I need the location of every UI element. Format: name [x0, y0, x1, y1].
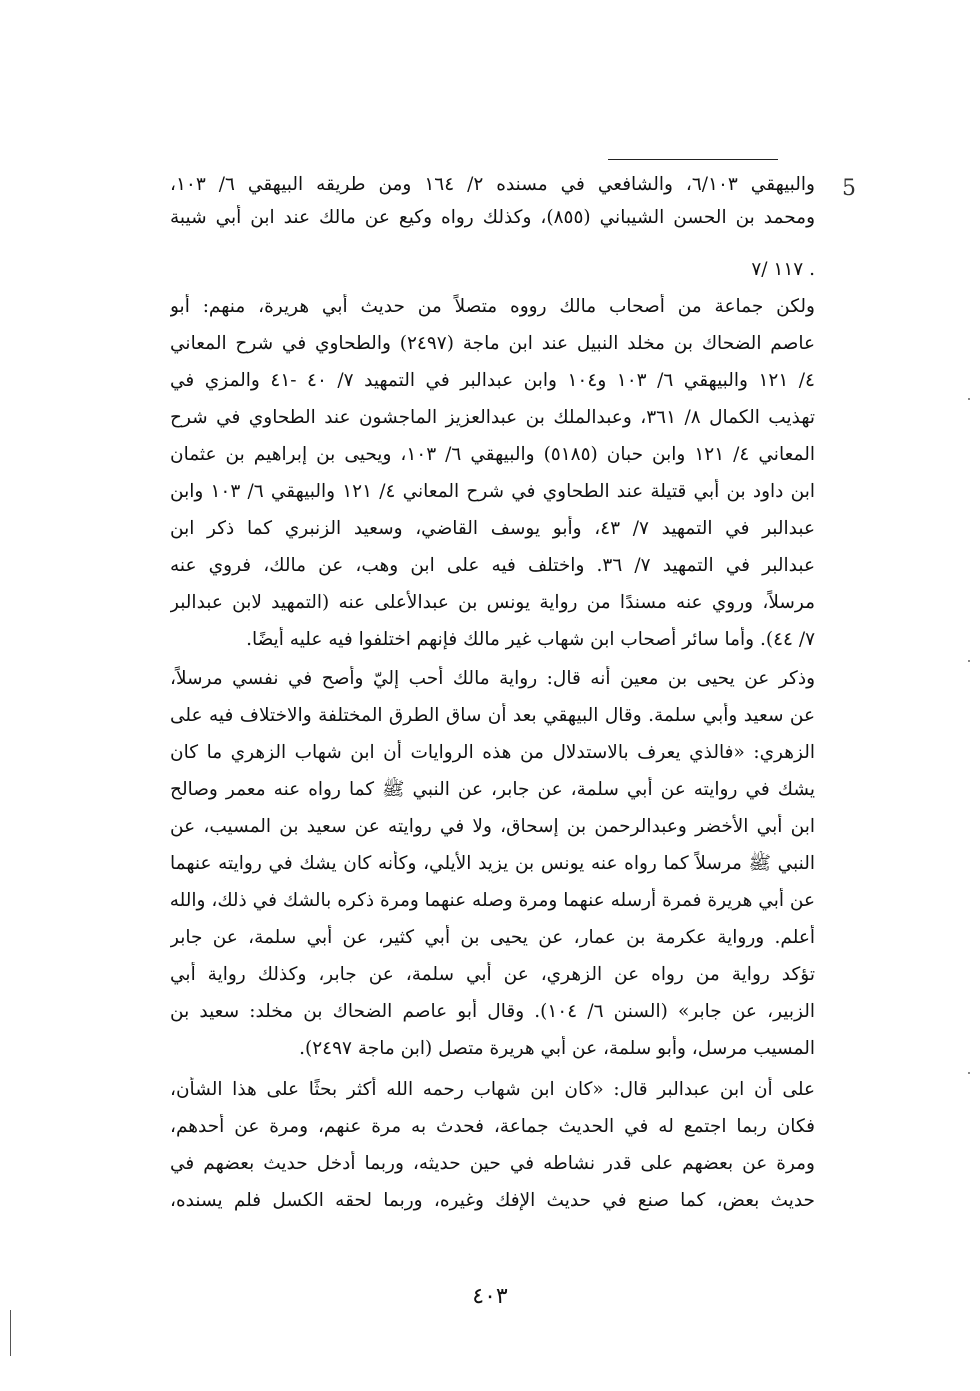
- text-line: عاصم الضحاك بن مخلد النبيل عند ابن ماجة (٢٤٩٧) والطحاوي في شرح المعاني: [170, 333, 815, 354]
- text-line: أعلم. ورواية عكرمة بن عمار، عن يحيى بن أبي كثير، عن أبي سلمة، عن جابر: [170, 927, 815, 948]
- text-line: المعاني ٤/ ١٢١ وابن حبان (٥١٨٥) والبيهقي ٦/ ١٠٣، ويحيى بن إبراهيم بن عثمان: [170, 444, 815, 465]
- text-line: عن سعيد وأبي سلمة. وقال البيهقي بعد أن ساق الطرق المختلفة والاختلاف فيه على: [170, 705, 815, 726]
- text-line: تؤكد رواية من رواه عن الزهري، عن أبي سلمة، عن جابر، وكذلك رواية أبي: [170, 964, 815, 985]
- text-line: عن أبي هريرة فمرة أرسله عنهما ومرة وصله عنهما ومرة ذكره بالشك في ذلك، والله: [170, 890, 815, 911]
- text-line: فكان ربما اجتمع له في الحديث جماعة، فحدث به مرة عنهم، ومرة عن أحدهم،: [170, 1116, 815, 1137]
- text-line: الزهري: «فالذي يعرف بالاستدلال من هذه الروايات أن ابن شهاب الزهري ما كان: [170, 742, 815, 763]
- scan-speck: [968, 398, 970, 400]
- page-number: ٤٠٣: [472, 1284, 508, 1309]
- text-line: عبدالبر في التمهيد ٧/ ٣٦. واختلف فيه على ابن وهب، عن مالك، فروي عنه: [170, 555, 815, 576]
- scan-speck: [968, 660, 970, 662]
- text-line: ٧/ ٤٤). وأما سائر أصحاب ابن شهاب غير مالك فإنهم اختلفوا فيه عليه أيضًا.: [246, 629, 815, 650]
- text-line: ومرة عن بعضهم على قدر نشاطه في حين حديثه، وربما أدخل حديث بعضهم في: [170, 1153, 815, 1174]
- text-line: على أن ابن عبدالبر قال: «كان ابن شهاب رحمه الله أكثر بحثًا على هذا الشأن،: [170, 1079, 815, 1100]
- text-line: ابن أبي الأخضر وعبدالرحمن بن إسحاق، ولا في روايته عن سعيد بن المسيب، عن: [170, 816, 815, 837]
- scan-speck: [968, 1072, 970, 1074]
- footnote-line: ومحمد بن الحسن الشيباني (٨٥٥)، وكذلك رواه وكيع عن مالك عند ابن أبي شيبة: [170, 207, 815, 228]
- footnote-separator-rule: [608, 159, 778, 160]
- text-line: المسيب مرسل، وأبو سلمة، عن أبي هريرة متصل (ابن ماجة ٢٤٩٧).: [299, 1038, 815, 1059]
- text-line: ابن داود بن أبي قتيلة عند الطحاوي في شرح المعاني ٤/ ١٢١ والبيهقي ٦/ ١٠٣ وابن: [170, 481, 815, 502]
- footnote-number: 5: [842, 176, 856, 201]
- text-line: حديث بعض، كما صنع في حديث الإفك وغيره، وربما لحقه الكسل فلم يسنده،: [170, 1190, 815, 1211]
- text-line: ٤/ ١٢١ والبيهقي ٦/ ١٠٣ و١٠٤ وابن عبدالبر في التمهيد ٧/ ٤٠ -٤١ والمزي في: [170, 370, 815, 391]
- footnote-line: . ١١٧ /٧: [751, 259, 815, 280]
- text-line: يشك في روايته عن أبي سلمة، عن جابر، عن النبي ﷺ كما رواه عنه معمر وصالح: [170, 779, 815, 800]
- text-line: عبدالبر في التمهيد ٧/ ٤٣، وأبو يوسف القاضي، وسعيد الزنبري كما ذكر ابن: [170, 518, 815, 539]
- text-line: وذكر عن يحيى بن معين أنه قال: رواية مالك أحب إليّ وأصح في نفسي مرسلاً،: [170, 668, 815, 689]
- text-line: تهذيب الكمال ٨/ ٣٦١، وعبدالملك بن عبدالعزيز الماجشون عند الطحاوي في شرح: [170, 407, 815, 428]
- footnote-line: والبيهقي ٦/١٠٣، والشافعي في مسنده ٢/ ١٦٤ ومن طريقه البيهقي ٦/ ١٠٣،: [170, 174, 815, 195]
- text-line: مرسلاً، وروي عنه مسندًا من رواية يونس بن عبدالأعلى عنه (التمهيد لابن عبدالبر: [170, 592, 815, 613]
- text-line: ولكن جماعة من أصحاب مالك رووه متصلاً من حديث أبي هريرة، منهم: أبو: [170, 296, 815, 317]
- text-line: النبي ﷺ مرسلاً كما رواه عنه يونس بن يزيد الأيلي، وكأنه كان يشك في روايته عنهما: [170, 853, 815, 874]
- scan-margin-line: [10, 1310, 11, 1356]
- text-line: الزبير، عن جابر» (السنن ٦/ ١٠٤). وقال أبو عاصم الضحاك بن مخلد: سعيد بن: [170, 1001, 815, 1022]
